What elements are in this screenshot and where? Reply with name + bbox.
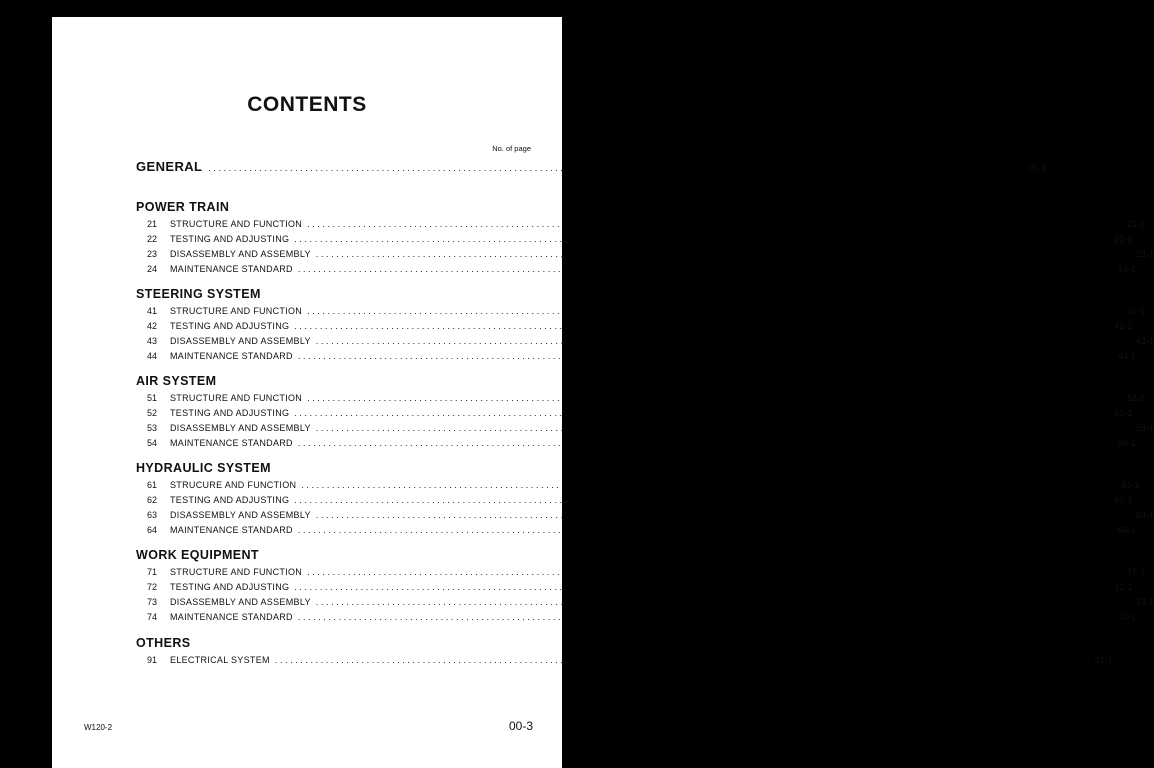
toc-entry-page: 74-1 (1117, 612, 1136, 622)
toc-entry-label: MAINTENANCE STANDARD (170, 351, 293, 361)
leader-dots: ................................................................................................................................................................ (307, 393, 1124, 403)
toc-entry-label: ELECTRICAL SYSTEM (170, 655, 270, 665)
toc-entry-label: DISASSEMBLY AND ASSEMBLY (170, 423, 311, 433)
toc-entry[interactable] (52, 306, 1146, 320)
toc-entry-page: 53-1 (1135, 423, 1154, 433)
leader-dots: ................................................................................................................................................................ (297, 612, 1114, 622)
toc-entry[interactable] (52, 234, 1133, 248)
leader-dots: ................................................................................................................................................................ (315, 336, 1132, 346)
toc-entry-number: 21 (147, 219, 158, 229)
toc-entry[interactable] (52, 597, 1154, 611)
leader-dots: ................................................................................................................................................................ (315, 597, 1132, 607)
toc-entry-page: 24-1 (1117, 264, 1136, 274)
leader-dots: ................................................................................................................................................................ (297, 351, 1114, 361)
toc-entry-number: 72 (147, 582, 158, 592)
toc-entry-page: 63-1 (1135, 510, 1154, 520)
leader-dots: ................................................................................................................................................................ (294, 495, 1111, 505)
leader-dots: ................................................................................................................................................................ (208, 163, 1025, 173)
leader-dots: ................................................................................................................................................................ (315, 249, 1132, 259)
leader-dots: ................................................................................................................................................................ (297, 264, 1114, 274)
toc-entry-label: TESTING AND ADJUSTING (170, 234, 290, 244)
toc-entry-page: 44-1 (1117, 351, 1136, 361)
section-title: AIR SYSTEM (136, 374, 217, 388)
footer-model-code: W120-2 (84, 723, 113, 732)
toc-entry[interactable] (52, 264, 1136, 278)
toc-entry-page: 51-1 (1127, 393, 1146, 403)
toc-entry-page: 41-1 (1127, 306, 1146, 316)
toc-entry-label: STRUCTURE AND FUNCTION (170, 567, 303, 577)
leader-dots: ................................................................................................................................................................ (315, 423, 1132, 433)
toc-entry-page: 62-1 (1114, 495, 1133, 505)
toc-entry-page: 43-1 (1135, 336, 1154, 346)
toc-entry-number: 91 (147, 655, 158, 665)
toc-entry-number: 22 (147, 234, 158, 244)
leader-dots: ................................................................................................................................................................ (294, 321, 1111, 331)
toc-entry-label: STRUCURE AND FUNCTION (170, 480, 297, 490)
toc-entry[interactable] (52, 510, 1154, 524)
toc-entry-page: 61-1 (1121, 480, 1140, 490)
toc-general-page: 01-1 (1028, 163, 1047, 173)
section-title: HYDRAULIC SYSTEM (136, 461, 271, 475)
toc-entry-number: 53 (147, 423, 158, 433)
toc-entry-number: 74 (147, 612, 158, 622)
toc-entry-number: 51 (147, 393, 158, 403)
leader-dots: ................................................................................................................................................................ (294, 582, 1111, 592)
toc-entry-number: 61 (147, 480, 158, 490)
leader-dots: ................................................................................................................................................................ (307, 219, 1124, 229)
toc-entry-number: 62 (147, 495, 158, 505)
toc-entry-label: MAINTENANCE STANDARD (170, 612, 293, 622)
toc-entry-number: 23 (147, 249, 158, 259)
leader-dots: ................................................................................................................................................................ (297, 438, 1114, 448)
toc-entry-page: 52-1 (1114, 408, 1133, 418)
document-page (52, 17, 1154, 768)
toc-entry-page: 71-1 (1127, 567, 1146, 577)
toc-entry-page: 21-1 (1127, 219, 1146, 229)
toc-entry-label: MAINTENANCE STANDARD (170, 525, 293, 535)
toc-entry[interactable] (52, 249, 1154, 263)
toc-entry[interactable] (52, 393, 1146, 407)
no-of-page-label: No. of page (492, 144, 531, 153)
section-title: STEERING SYSTEM (136, 287, 261, 301)
leader-dots: ................................................................................................................................................................ (294, 234, 1111, 244)
footer-page-number: 00-3 (508, 719, 533, 733)
toc-entry[interactable] (52, 336, 1154, 350)
toc-entry-page: 72-1 (1114, 582, 1133, 592)
toc-entry-label: MAINTENANCE STANDARD (170, 264, 293, 274)
toc-entry-label: TESTING AND ADJUSTING (170, 582, 290, 592)
toc-entry-number: 73 (147, 597, 158, 607)
leader-dots: ................................................................................................................................................................ (274, 655, 1091, 665)
toc-entry-label: DISASSEMBLY AND ASSEMBLY (170, 597, 311, 607)
toc-entry-page: 23-1 (1135, 249, 1154, 259)
toc-entry[interactable] (52, 321, 1133, 335)
toc-entry-label: DISASSEMBLY AND ASSEMBLY (170, 510, 311, 520)
toc-entry[interactable] (52, 567, 1146, 581)
toc-entry-number: 63 (147, 510, 158, 520)
toc-entry[interactable] (52, 655, 1113, 669)
toc-entry-general[interactable] (52, 159, 1047, 174)
toc-entry-label: DISASSEMBLY AND ASSEMBLY (170, 249, 311, 259)
toc-entry-label: TESTING AND ADJUSTING (170, 321, 290, 331)
toc-entry-number: 43 (147, 336, 158, 346)
toc-entry-page: 22-1 (1114, 234, 1133, 244)
toc-entry-page: 64-1 (1117, 525, 1136, 535)
toc-entry-number: 24 (147, 264, 158, 274)
toc-entry[interactable] (52, 495, 1133, 509)
toc-entry-label: TESTING AND ADJUSTING (170, 495, 290, 505)
toc-entry-label: DISASSEMBLY AND ASSEMBLY (170, 336, 311, 346)
toc-entry-label: STRUCTURE AND FUNCTION (170, 219, 303, 229)
leader-dots: ................................................................................................................................................................ (301, 480, 1118, 490)
leader-dots: ................................................................................................................................................................ (307, 306, 1124, 316)
toc-entry-number: 64 (147, 525, 158, 535)
leader-dots: ................................................................................................................................................................ (294, 408, 1111, 418)
toc-entry[interactable] (52, 582, 1133, 596)
toc-entry-number: 54 (147, 438, 158, 448)
page-title: CONTENTS (247, 93, 367, 116)
toc-entry[interactable] (52, 480, 1140, 494)
toc-entry-label: STRUCTURE AND FUNCTION (170, 306, 303, 316)
toc-entry-number: 42 (147, 321, 158, 331)
toc-entry[interactable] (52, 351, 1136, 365)
toc-entry-number: 44 (147, 351, 158, 361)
toc-entry-page: 91-1 (1094, 655, 1113, 665)
toc-entry-label: STRUCTURE AND FUNCTION (170, 393, 303, 403)
section-title: WORK EQUIPMENT (136, 548, 259, 562)
toc-entry-page: 54-1 (1117, 438, 1136, 448)
leader-dots: ................................................................................................................................................................ (297, 525, 1114, 535)
toc-entry-number: 71 (147, 567, 158, 577)
toc-general-title: GENERAL (136, 159, 203, 174)
toc-entry-number: 52 (147, 408, 158, 418)
toc-entry-page: 73-1 (1135, 597, 1154, 607)
toc-entry[interactable] (52, 423, 1154, 437)
toc-entry-label: MAINTENANCE STANDARD (170, 438, 293, 448)
toc-entry-number: 41 (147, 306, 158, 316)
toc-entry[interactable] (52, 438, 1136, 452)
leader-dots: ................................................................................................................................................................ (307, 567, 1124, 577)
toc-entry[interactable] (52, 219, 1146, 233)
toc-entry[interactable] (52, 612, 1136, 626)
toc-entry[interactable] (52, 525, 1136, 539)
toc-entry[interactable] (52, 408, 1133, 422)
toc-entry-label: TESTING AND ADJUSTING (170, 408, 290, 418)
leader-dots: ................................................................................................................................................................ (315, 510, 1132, 520)
section-title: POWER TRAIN (136, 200, 230, 214)
toc-entry-page: 42-1 (1114, 321, 1133, 331)
section-title: OTHERS (136, 636, 191, 650)
